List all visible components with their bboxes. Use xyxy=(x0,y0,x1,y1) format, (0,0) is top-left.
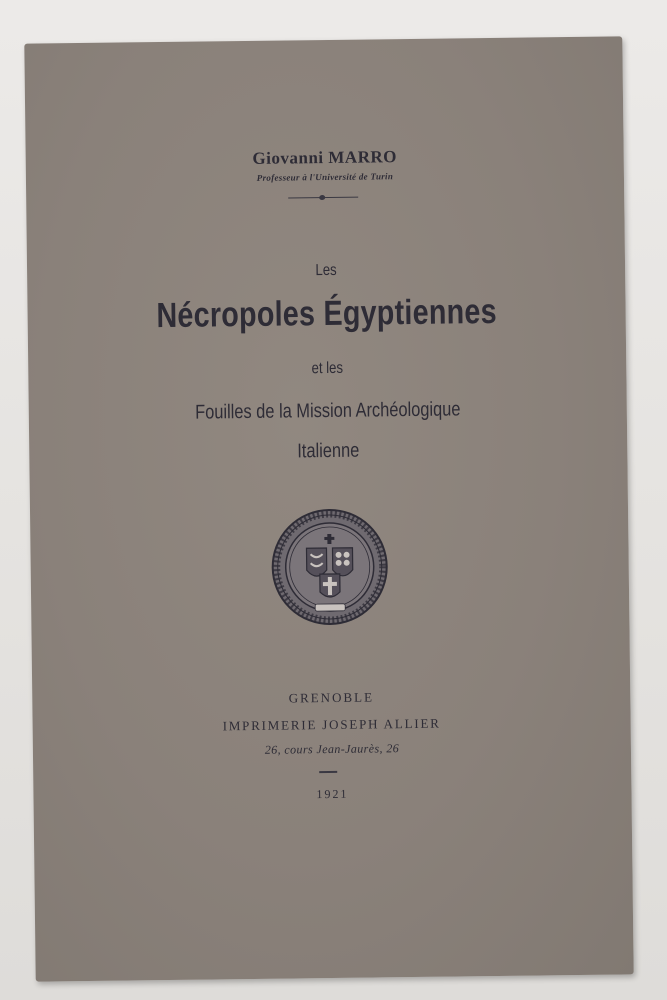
separator-dash xyxy=(319,771,337,773)
author-affiliation: Professeur à l'Université de Turin xyxy=(256,171,394,183)
book-cover xyxy=(24,36,633,981)
title-connector: et les xyxy=(311,359,344,378)
imprint-city: GRENOBLE xyxy=(288,689,375,706)
subtitle-line-1: Fouilles de la Mission Archéologique xyxy=(195,398,461,424)
author-name: Giovanni MARRO xyxy=(252,147,398,168)
subtitle-line-2: Italienne xyxy=(297,439,360,463)
publication-year: 1921 xyxy=(316,786,349,802)
book-title: Nécropoles Égyptiennes xyxy=(156,291,498,336)
ornament-rule xyxy=(288,197,358,199)
university-seal-icon xyxy=(270,507,389,626)
title-prefix: Les xyxy=(315,261,337,280)
imprint-printer: IMPRIMERIE JOSEPH ALLIER xyxy=(222,715,441,734)
imprint-address: 26, cours Jean-Jaurès, 26 xyxy=(264,741,400,757)
